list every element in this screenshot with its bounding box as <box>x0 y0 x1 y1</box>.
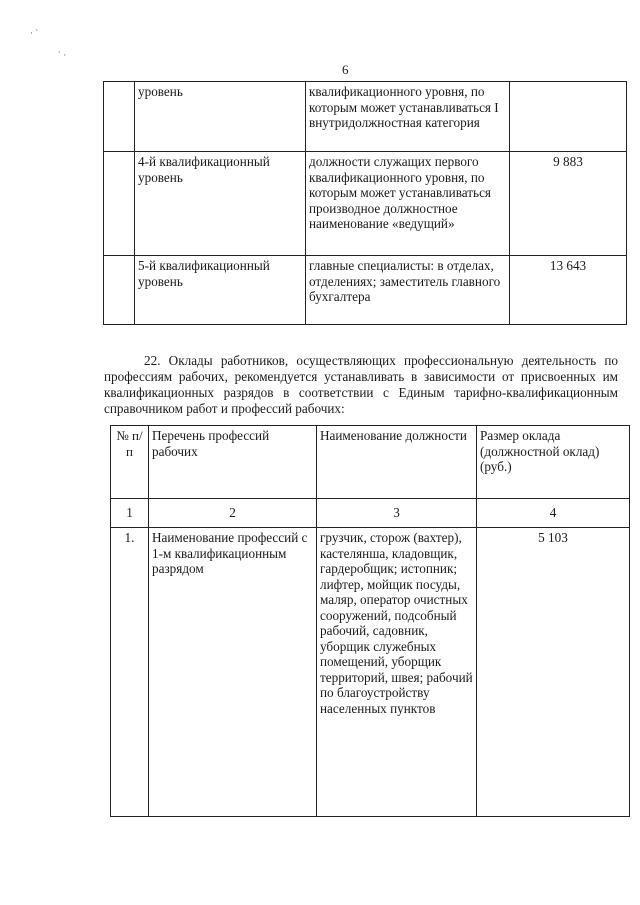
worker-professions-table <box>110 425 630 817</box>
table-cell <box>104 82 135 152</box>
salary-cell <box>510 82 627 152</box>
salary-cell: 9 883 <box>510 152 627 256</box>
positions-cell: квалификационного уровня, по которым может устанавливаться I внутридолжностная категория <box>306 82 510 152</box>
table-cell <box>104 152 135 256</box>
level-cell: 4-й квалификационный уровень <box>135 152 306 256</box>
column-number: 3 <box>317 499 477 528</box>
level-cell: уровень <box>135 82 306 152</box>
salary-cell: 13 643 <box>510 256 627 325</box>
salary-cell: 5 103 <box>477 528 630 817</box>
scan-artifact: · ` <box>30 28 39 38</box>
column-number: 1 <box>111 499 149 528</box>
paragraph-22 <box>104 353 618 417</box>
table-row <box>104 256 627 325</box>
header-position: Наименование должности <box>317 426 477 499</box>
header-salary: Размер оклада (должностной оклад) (руб.) <box>477 426 630 499</box>
header-num: № п/п <box>111 426 149 499</box>
column-number: 4 <box>477 499 630 528</box>
qualification-levels-table <box>103 81 627 325</box>
row-num: 1. <box>111 528 149 817</box>
table-cell <box>104 256 135 325</box>
table-row <box>111 528 630 817</box>
profession-cell: Наименование профессий с 1-м квалификационным разрядом <box>149 528 317 817</box>
column-number: 2 <box>149 499 317 528</box>
position-cell: грузчик, сторож (вахтер), кастелянша, кладовщик, гардеробщик; истопник; лифтер, мойщик посуды, маляр, оператор очистных сооружений, подсобный рабочий, садовник, уборщик служебных помещений, уборщик территорий, швея; рабочий по благоустройству населенных пунктов <box>317 528 477 817</box>
positions-cell: должности служащих первого квалификационного уровня, по которым может устанавливаться производное должностное наименование «ведущий» <box>306 152 510 256</box>
positions-cell: главные специалисты: в отделах, отделениях; заместитель главного бухгалтера <box>306 256 510 325</box>
table-header-row <box>111 426 630 499</box>
level-cell: 5-й квалификационный уровень <box>135 256 306 325</box>
paragraph-text: 22. Оклады работников, осуществляющих профессиональную деятельность по профессиям рабочих, рекомендуется устанавливать в зависимости от присвоенных им квалификационных разрядов в соответствии с Единым тарифно-квалификационным справочником работ и профессий рабочих: <box>104 353 618 417</box>
table-row <box>104 82 627 152</box>
table-row <box>104 152 627 256</box>
scan-artifact: ` · <box>58 50 67 60</box>
column-numbers-row <box>111 499 630 528</box>
header-profession: Перечень профессий рабочих <box>149 426 317 499</box>
page-number: 6 <box>342 62 349 77</box>
